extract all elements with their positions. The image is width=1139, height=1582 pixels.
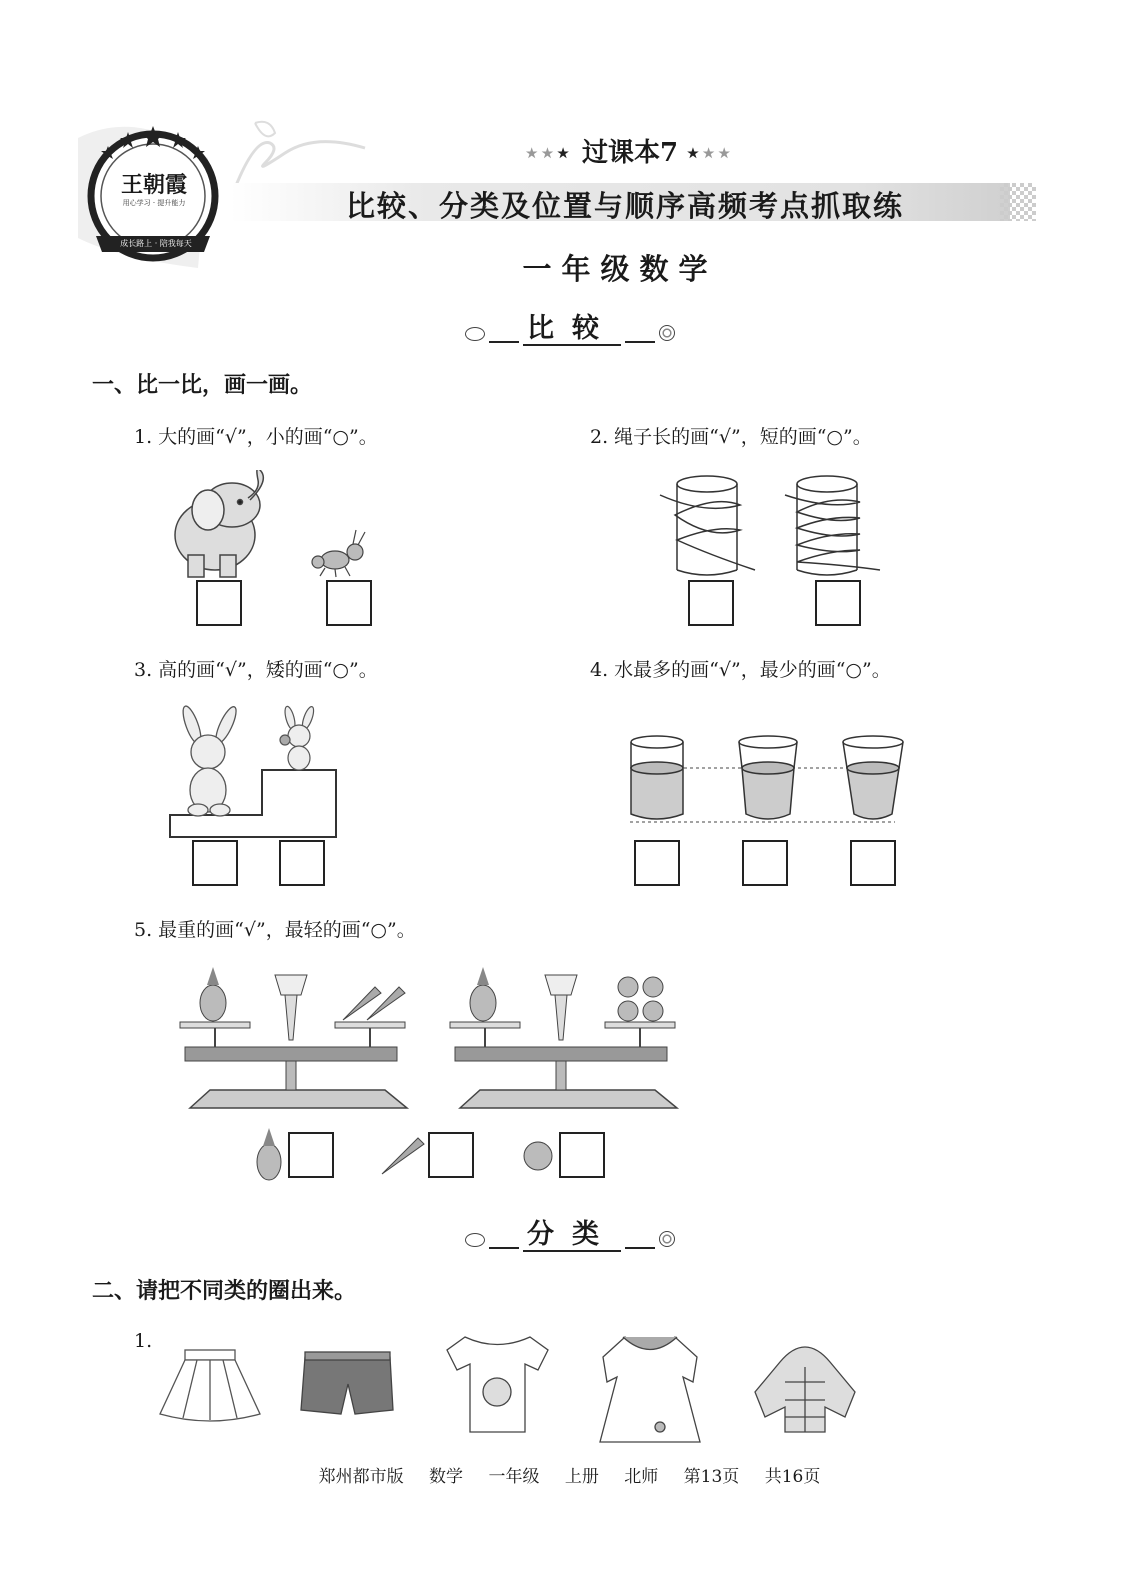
ant-icon: [312, 530, 365, 577]
answer-box-pineapple[interactable]: [288, 1132, 334, 1178]
footer-subject: 数学: [429, 1467, 464, 1487]
pineapple-icon: [254, 1126, 284, 1182]
section-heading-compare: [440, 306, 700, 345]
rope-cylinder-icon: [660, 476, 755, 575]
footer-volume: 上册: [564, 1467, 599, 1487]
answer-box-rabbit-low[interactable]: [192, 840, 238, 886]
question-2: 2. 绳子长的画“√”，短的画“○”。: [590, 426, 872, 448]
question-3: 3. 高的画“√”，矮的画“○”。: [134, 659, 378, 681]
logo-band-text: 成长路上 · 陪我每天: [120, 239, 192, 248]
pineapple-icon: [200, 967, 226, 1021]
lemon-icon: [659, 1231, 675, 1247]
star-icon: ★: [687, 146, 703, 162]
lemon-icon: [659, 325, 675, 341]
answer-box-short-rope[interactable]: [688, 580, 734, 626]
answer-box-ant[interactable]: [326, 580, 372, 626]
stars-decoration-right: ★★: [702, 146, 735, 162]
grade-subject: 一年级数学: [522, 252, 718, 286]
section-compare-label: 比较: [523, 313, 621, 346]
skirt-icon: [160, 1350, 260, 1421]
seed-icon: [465, 1233, 485, 1247]
answer-box-glass-1[interactable]: [634, 840, 680, 886]
worksheet-title: 比较、分类及位置与顺序高频考点抓取练: [345, 189, 904, 223]
balance-scale-icon: [180, 967, 407, 1108]
seed-icon: [465, 327, 485, 341]
rabbit-icon: [180, 704, 240, 816]
series-label: [500, 132, 760, 169]
section-heading-classify: [440, 1212, 700, 1251]
answer-box-tomato[interactable]: [559, 1132, 605, 1178]
part1-title: 一、比一比，画一画。: [92, 373, 313, 398]
footer-publisher: 北师: [624, 1467, 659, 1487]
star-icon: ★: [557, 146, 573, 162]
footer-grade: 一年级: [488, 1467, 540, 1487]
question-4: 4. 水最多的画“√”，最少的画“○”。: [590, 659, 891, 681]
carrot-icon: [343, 987, 405, 1020]
glass-icon: [631, 736, 683, 819]
footer-edition: 郑州都市版: [318, 1467, 404, 1487]
rope-cylinder-icon: [785, 476, 880, 575]
answer-box-glass-3[interactable]: [850, 840, 896, 886]
elephant-and-ant-figure: [160, 470, 400, 580]
part2-question-1: 1.: [134, 1330, 153, 1352]
logo-slogan: 用心学习 · 提升能力: [122, 199, 186, 207]
question-1: 1. 大的画“√”，小的画“○”。: [134, 426, 378, 448]
tomato-icon: [618, 977, 663, 1021]
banner-checker-decoration: [1000, 183, 1036, 221]
tomato-icon: [520, 1136, 556, 1172]
balance-scales-figure: [175, 965, 685, 1113]
section-classify-label: 分类: [523, 1219, 621, 1252]
jacket-icon: [755, 1347, 855, 1432]
dress-icon: [600, 1337, 700, 1442]
clothing-items-figure: [155, 1322, 865, 1447]
answer-box-glass-2[interactable]: [742, 840, 788, 886]
rope-cylinders-figure: [655, 470, 885, 582]
series-label-text: 过课本7: [581, 138, 679, 168]
answer-box-rabbit-high[interactable]: [279, 840, 325, 886]
answer-box-elephant[interactable]: [196, 580, 242, 626]
question-5: 5. 最重的画“√”，最轻的画“○”。: [134, 919, 416, 941]
logo-brand-name: 王朝霞: [120, 172, 187, 198]
rabbits-on-steps-figure: [168, 700, 340, 840]
pineapple-icon: [470, 967, 496, 1021]
elephant-icon: [175, 470, 263, 577]
page-footer: [0, 1462, 1139, 1487]
rabbit-icon: [280, 705, 316, 770]
shorts-icon: [301, 1352, 393, 1414]
stars-decoration-left: ★★: [525, 146, 558, 162]
tshirt-icon: [447, 1337, 548, 1432]
glass-icon: [739, 736, 797, 819]
footer-total-pages: 共16页: [764, 1467, 821, 1487]
balance-scale-icon: [450, 967, 677, 1108]
glass-icon: [843, 736, 903, 819]
answer-box-carrot[interactable]: [428, 1132, 474, 1178]
elephant-ant-illustration: [160, 470, 400, 580]
carrot-icon: [380, 1130, 426, 1176]
footer-page-number: 第13页: [683, 1467, 740, 1487]
water-glasses-figure: [625, 732, 905, 827]
part2-title: 二、请把不同类的圈出来。: [92, 1279, 357, 1304]
answer-box-long-rope[interactable]: [815, 580, 861, 626]
